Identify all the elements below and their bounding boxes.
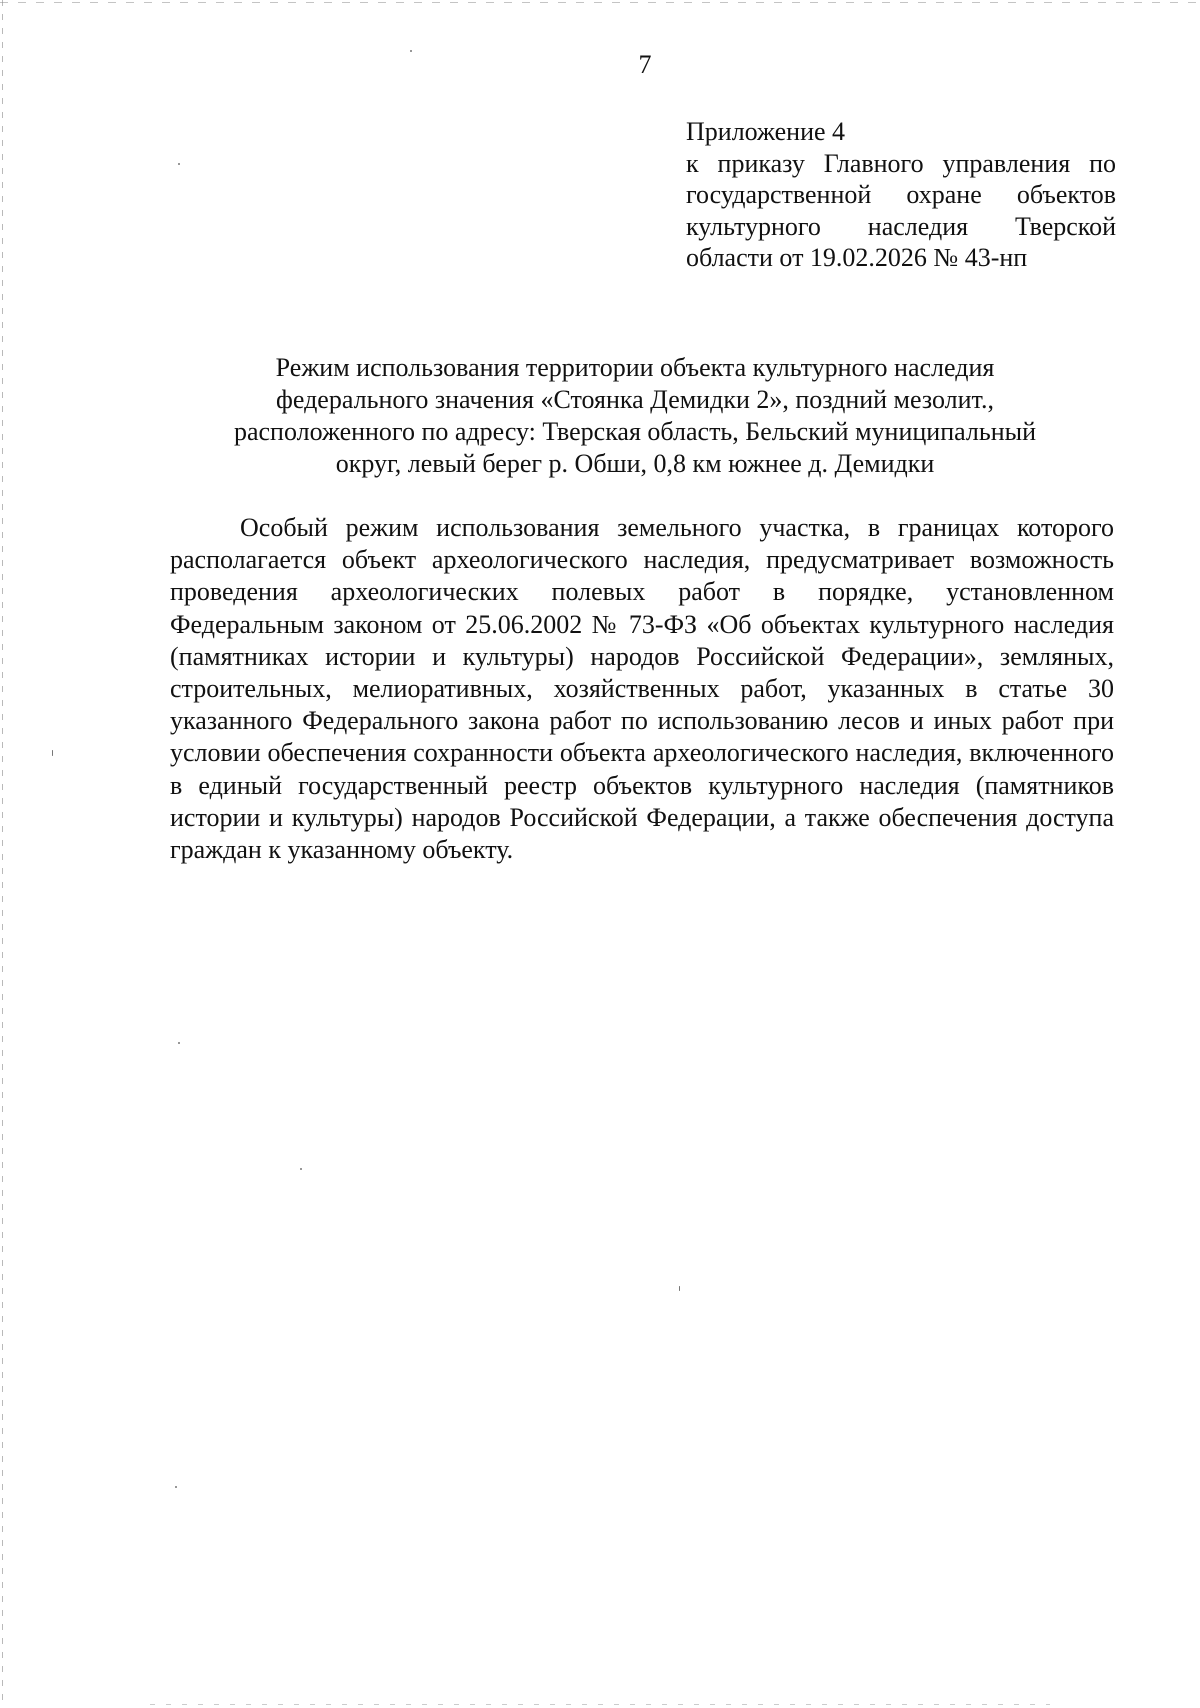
heading-line: расположенного по адресу: Тверская область, Бельский муниципальный (233, 417, 1037, 446)
scan-speck (178, 1042, 180, 1044)
heading-line: федерального значения «Стоянка Демидки 2», поздний мезолит., (276, 385, 994, 414)
appendix-label: Приложение 4 (686, 117, 846, 146)
scan-speck (679, 1286, 680, 1291)
scan-edge-bottom (150, 1704, 1050, 1705)
scan-speck (300, 1168, 302, 1170)
appendix-block (686, 116, 1116, 274)
document-heading (160, 352, 1110, 480)
page-number: 7 (638, 50, 652, 79)
appendix-order-reference: к приказу Главного управления по государственной охране объектов культурного наследия Тверской области от 19.02.2026 № 43-нп (686, 148, 1116, 272)
heading-line: Режим использования территории объекта культурного наследия (275, 353, 995, 382)
scan-speck (52, 750, 53, 756)
body-paragraph: Особый режим использования земельного участка, в границах которого располагается объект археологического наследия, предусматривает возможность проведения археологических полевых работ в порядке, установленном Федеральным законом от 25.06.2002 № 73-ФЗ «Об объектах культурного наследия (памятниках истории и культуры) народов Российской Федерации», земляных, строительных, мелиоративных, хозяйственных работ, указанных в статье 30 указанного Федерального закона работ по использованию лесов и иных работ при условии обеспечения сохранности объекта археологического наследия, включенного в единый государственный реестр объектов культурного наследия (памятников истории и культуры) народов Российской Федерации, а также обеспечения доступа граждан к указанному объекту. (170, 513, 1114, 865)
heading-line: округ, левый берег р. Обши, 0,8 км южнее д. Демидки (335, 449, 935, 478)
scan-speck (178, 163, 180, 165)
scan-edge-left (2, 0, 3, 1708)
scan-speck (175, 1486, 177, 1488)
scan-edge-top (0, 2, 1200, 3)
